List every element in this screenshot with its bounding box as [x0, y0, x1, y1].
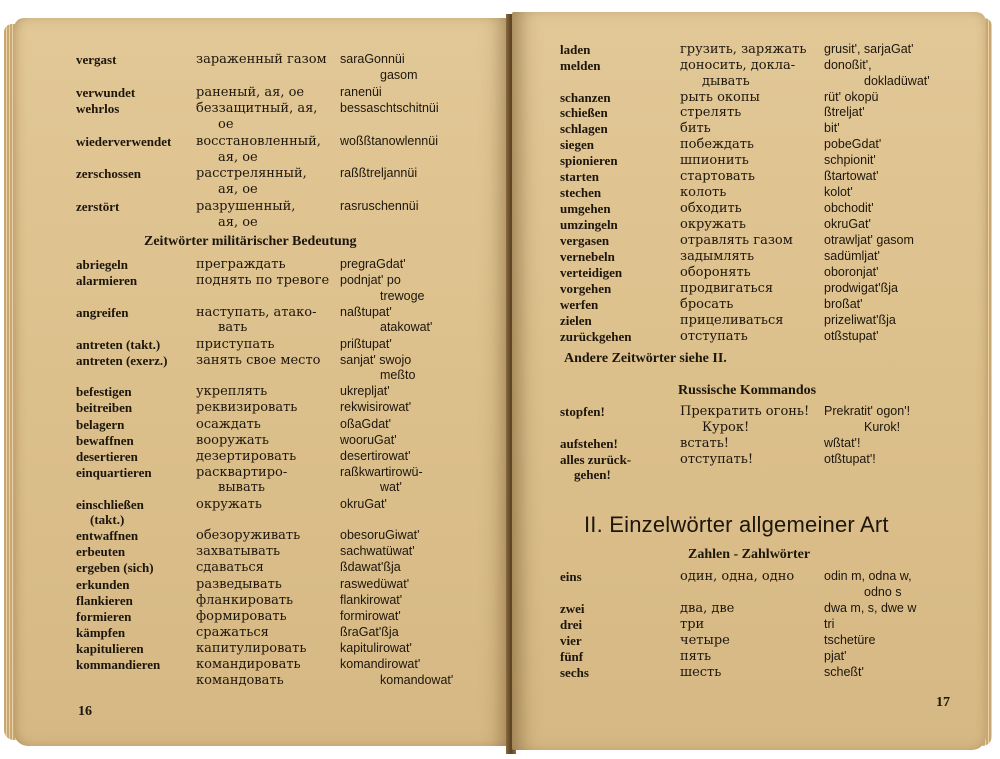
german-word: antreten (takt.) [76, 336, 161, 352]
german-word: erkunden [76, 576, 130, 592]
russian-word: окружать [680, 217, 746, 233]
transliteration: otrawljat' gasom [824, 233, 914, 248]
german-word: stopfen! [560, 404, 605, 419]
german-word: kapitulieren [76, 640, 144, 656]
russian-word-cont: дывать [702, 73, 750, 89]
german-word: flankieren [76, 592, 133, 608]
russian-word: разрушенный, [196, 198, 296, 214]
transliteration: ßdawat'ßja [340, 560, 401, 575]
russian-word-cont: Курок! [702, 419, 750, 435]
russian-word: один, одна, одно [680, 569, 795, 584]
german-word: angreifen [76, 304, 129, 320]
russian-word: грузить, заряжать [680, 42, 807, 57]
german-word: alarmieren [76, 273, 138, 289]
russian-word: побеждать [680, 137, 754, 153]
russian-word: формировать [196, 608, 287, 624]
german-word: drei [560, 616, 583, 632]
russian-word: встать! [680, 435, 730, 451]
transliteration: tri [824, 616, 835, 631]
russian-word: реквизировать [196, 400, 298, 416]
transliteration-cont: komandowat' [380, 672, 454, 687]
russian-word: оборонять [680, 264, 751, 280]
transliteration: prißtupat' [340, 336, 392, 351]
transliteration: pregraGdat' [340, 257, 406, 271]
german-word: abriegeln [76, 257, 128, 272]
russian-word: сражаться [196, 624, 269, 640]
russian-word: отравлять газом [680, 233, 793, 249]
transliteration: ßtartowat' [824, 169, 879, 184]
german-word: stechen [560, 185, 602, 201]
transliteration: raßßtreljannüi [340, 166, 418, 181]
transliteration: sanjat' swojo [340, 352, 412, 367]
german-word: starten [560, 169, 599, 185]
transliteration: obchodit' [824, 201, 874, 216]
transliteration: bessaschtschitnüi [340, 101, 439, 116]
transliteration: kolot' [824, 185, 853, 200]
german-word: melden [560, 57, 601, 73]
transliteration-cont: Kurok! [864, 419, 901, 434]
german-word: sechs [560, 665, 589, 681]
transliteration: obesoruGiwat' [340, 528, 420, 543]
german-word: zerstört [76, 198, 120, 214]
transliteration: prizeliwat'ßja [824, 312, 896, 327]
russian-word: зараженный газом [196, 52, 327, 67]
german-word: schießen [560, 105, 608, 121]
russian-word: капитулировать [196, 640, 307, 656]
german-word-cont: (takt.) [90, 512, 125, 528]
transliteration-cont: odno s [864, 584, 902, 599]
russian-word: обезоруживать [196, 528, 301, 544]
german-word: formieren [76, 608, 132, 624]
german-word: vergast [76, 52, 117, 67]
transliteration: formirowat' [340, 608, 401, 623]
russian-word: вооружать [196, 432, 269, 448]
transliteration: grusit', sarjaGat' [824, 42, 914, 56]
transliteration: podnjat' po [340, 273, 401, 288]
transliteration: sadümljat' [824, 249, 880, 263]
transliteration-cont: meßto [380, 368, 416, 383]
transliteration: otßtupat'! [824, 451, 876, 466]
german-word: entwaffnen [76, 528, 139, 544]
transliteration: woßßtanowlennüi [340, 133, 438, 148]
transliteration-cont: gasom [380, 67, 418, 82]
transliteration: odin m, odna w, [824, 569, 912, 583]
transliteration: rekwisirowat' [340, 400, 412, 415]
german-word: antreten (exerz.) [76, 352, 168, 368]
russian-word: укреплять [196, 384, 268, 400]
russian-word: наступать, атако- [196, 304, 317, 320]
russian-word-cont: ая, ое [218, 214, 258, 230]
transliteration: pobeGdat' [824, 137, 882, 152]
transliteration: okruGat' [824, 217, 871, 232]
transliteration-cont: dokladüwat' [864, 73, 930, 88]
russian-word: доносить, докла- [680, 57, 796, 73]
transliteration-cont: wat' [380, 480, 402, 495]
transliteration: prodwigat'ßja [824, 280, 898, 295]
german-word: befestigen [76, 384, 132, 400]
russian-word: шпионить [680, 153, 749, 169]
russian-word: дезертировать [196, 448, 297, 464]
transliteration: naßtupat' [340, 304, 392, 319]
german-word: erbeuten [76, 544, 126, 560]
numbers-heading: Zahlen - Zahlwörter [688, 547, 811, 562]
transliteration: okruGat' [340, 496, 387, 511]
german-word: werfen [560, 296, 599, 312]
german-word: belagern [76, 416, 125, 432]
german-word: schanzen [560, 89, 611, 105]
transliteration: scheßt' [824, 665, 864, 680]
chapter-heading: II. Einzelwörter allgemeiner Art [584, 512, 889, 537]
russian-word: беззащитный, ая, [196, 101, 318, 117]
russian-word: колоть [680, 185, 727, 201]
russian-word: поднять по тревоге [196, 273, 330, 289]
russian-word: занять свое место [196, 352, 321, 368]
german-word: verteidigen [560, 264, 623, 280]
transliteration: desertirowat' [340, 448, 411, 463]
russian-word: Прекратить огонь! [680, 404, 810, 419]
transliteration: rüt' okopü [824, 89, 879, 104]
german-word: alles zurück- [560, 451, 632, 467]
russian-word: пять [680, 649, 712, 664]
russian-word-cont: вать [218, 320, 248, 336]
transliteration: saraGonnüi [340, 52, 405, 66]
russian-word: преграждать [196, 257, 286, 272]
german-word: umgehen [560, 201, 611, 217]
german-word: spionieren [560, 153, 618, 169]
russian-word-cont: ая, ое [218, 149, 258, 165]
transliteration: wooruGat' [340, 432, 397, 447]
russian-word: захватывать [196, 544, 281, 560]
transliteration: pjat' [824, 649, 847, 663]
russian-word: стрелять [680, 105, 742, 121]
german-word: bewaffnen [76, 432, 134, 448]
german-word-cont: gehen! [574, 467, 611, 483]
german-word: zielen [560, 312, 592, 328]
russian-word: отступать [680, 328, 748, 344]
transliteration: tschetüre [824, 632, 876, 647]
russian-word: командировать [196, 657, 301, 672]
transliteration: otßstupat' [824, 328, 879, 343]
russian-word: бросать [680, 296, 734, 312]
german-word: beitreiben [76, 400, 133, 416]
russian-word: продвигаться [680, 280, 774, 296]
transliteration: broßat' [824, 296, 863, 311]
german-word: zurückgehen [560, 328, 632, 344]
transliteration: Prekratit' ogon'! [824, 404, 911, 418]
german-word: umzingeln [560, 217, 618, 233]
transliteration: raswedüwat' [340, 576, 410, 591]
russian-word-cont: вывать [218, 480, 266, 496]
transliteration: donoßit', [824, 57, 872, 72]
russian-word: шесть [680, 665, 722, 681]
transliteration: kapitulirowat' [340, 640, 412, 655]
russian-word: фланкировать [196, 592, 294, 608]
german-word: desertieren [76, 448, 138, 464]
russian-word-cont: ая, ое [218, 182, 258, 197]
transliteration: bit' [824, 121, 840, 136]
transliteration: sachwatüwat' [340, 544, 415, 559]
russian-word: окружать [196, 496, 262, 512]
russian-word: расквартиро- [196, 464, 288, 480]
transliteration: ranenüi [340, 84, 382, 99]
russian-word: стартовать [680, 169, 755, 185]
russian-word: осаждать [196, 416, 261, 432]
transliteration: dwa m, s, dwe w [824, 600, 917, 615]
german-word: wehrlos [76, 101, 120, 117]
right-page [512, 12, 986, 750]
russian-word: отступать! [680, 451, 754, 467]
russian-word-cont: ое [218, 117, 234, 132]
german-word: vorgehen [560, 280, 612, 296]
transliteration: ßtreljat' [824, 105, 865, 120]
german-word: vier [560, 632, 582, 648]
russian-word-cont: командовать [196, 672, 284, 688]
russian-word: сдаваться [196, 560, 264, 576]
german-word: einquartieren [76, 464, 152, 480]
russian-word: три [680, 616, 705, 632]
transliteration-cont: atakowat' [380, 320, 433, 335]
commands-heading: Russische Kommandos [678, 383, 817, 398]
russian-word: задымлять [680, 249, 755, 264]
russian-word: бить [680, 121, 711, 137]
transliteration: flankirowat' [340, 592, 403, 607]
german-word: zwei [560, 600, 585, 616]
transliteration: oßaGdat' [340, 416, 392, 431]
transliteration: rasruschennüi [340, 198, 419, 213]
russian-word: расстрелянный, [196, 166, 307, 182]
german-word: fünf [560, 649, 584, 664]
german-word: eins [560, 569, 582, 584]
transliteration: ßraGat'ßja [340, 624, 399, 639]
russian-word: прицеливаться [680, 312, 784, 328]
russian-word: раненый, ая, ое [196, 84, 305, 100]
german-word: siegen [560, 137, 594, 153]
page-number-left: 16 [78, 704, 92, 719]
section-heading: Zeitwörter militärischer Bedeutung [144, 234, 357, 249]
german-word: vernebeln [560, 249, 615, 264]
german-word: verwundet [76, 84, 136, 100]
german-word: aufstehen! [560, 435, 618, 451]
russian-word: рыть окопы [680, 89, 760, 105]
russian-word: два, две [680, 600, 735, 616]
german-word: kommandieren [76, 657, 161, 672]
german-word: laden [560, 42, 591, 57]
russian-word: восстановленный, [196, 133, 321, 149]
transliteration: wßtat'! [824, 435, 861, 450]
russian-word: обходить [680, 201, 742, 217]
transliteration-cont: trewoge [380, 288, 425, 303]
german-word: schlagen [560, 121, 608, 137]
german-word: vergasen [560, 233, 610, 249]
transliteration: raßkwartirowü- [340, 464, 423, 479]
russian-word: четыре [680, 632, 730, 648]
transliteration: ukrepljat' [340, 384, 390, 399]
transliteration: komandirowat' [340, 657, 421, 671]
german-word: kämpfen [76, 624, 126, 640]
left-page [14, 18, 510, 746]
german-word: einschließen [76, 496, 144, 512]
transliteration: schpionit' [824, 153, 876, 168]
page-number-right: 17 [936, 695, 950, 710]
german-word: ergeben (sich) [76, 560, 154, 576]
transliteration: oboronjat' [824, 264, 879, 279]
german-word: wiederverwendet [76, 133, 172, 149]
see-also-note: Andere Zeitwörter siehe II. [564, 351, 727, 366]
russian-word: приступать [196, 336, 275, 352]
russian-word: разведывать [196, 576, 282, 592]
german-word: zerschossen [76, 166, 141, 182]
